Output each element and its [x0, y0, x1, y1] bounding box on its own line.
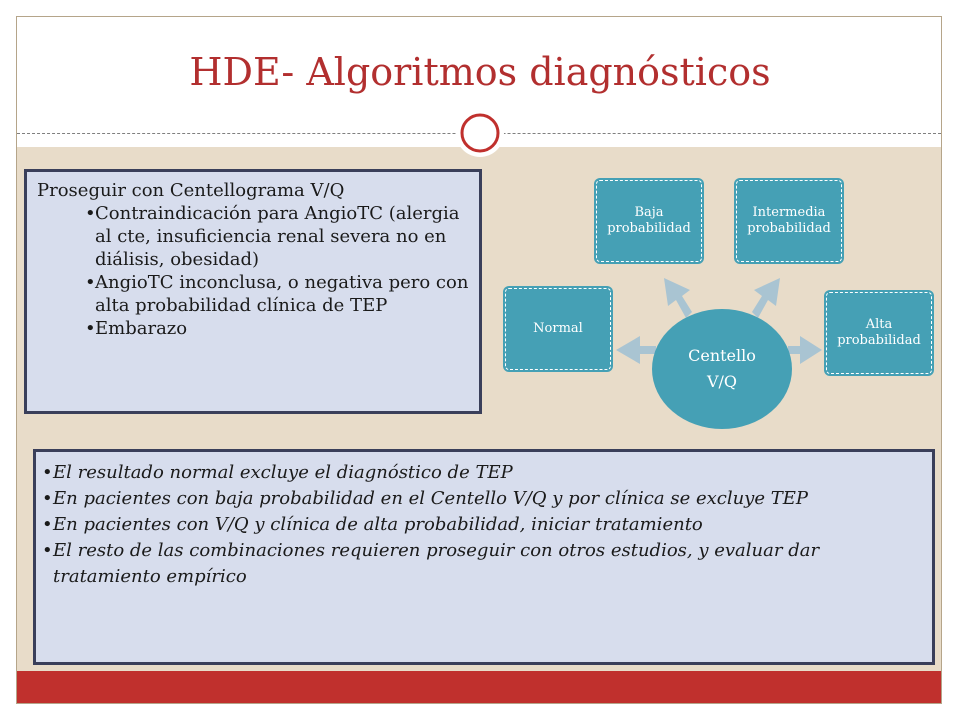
interpretation-list [46, 460, 922, 590]
arrow-to-intermedia [752, 278, 780, 318]
list-item: • En pacientes con V/Q y clínica de alta probabilidad, iniciar tratamiento [46, 512, 922, 538]
node-normal: Normal [503, 286, 613, 372]
list-item: • AngioTC inconclusa, o negativa pero con alta probabilidad clínica de TEP [95, 271, 469, 317]
node-alta-probabilidad: Alta probabilidad [824, 290, 934, 376]
list-item: • El resto de las combinaciones requieren proseguir con otros estudios, y evaluar dar tratamiento empírico [46, 538, 922, 590]
indications-heading: Proseguir con Centellograma V/Q [37, 180, 345, 201]
arrow-to-alta [788, 336, 822, 364]
list-item: • Embarazo [95, 317, 469, 340]
list-item: • Contraindicación para AngioTC (alergia al cte, insuficiencia renal severa no en diálisis, obesidad) [95, 202, 469, 271]
node-intermedia-probabilidad: Intermedia probabilidad [734, 178, 844, 264]
center-node-centello [652, 309, 792, 429]
arrow-to-normal [616, 336, 656, 364]
list-item: • En pacientes con baja probabilidad en el Centello V/Q y por clínica se excluye TEP [46, 486, 922, 512]
interpretation-box [33, 449, 935, 665]
center-label-line1: Centello [688, 346, 756, 365]
arrow-to-baja [664, 278, 692, 318]
node-baja-probabilidad: Baja probabilidad [594, 178, 704, 264]
slide-title: HDE- Algoritmos diagnósticos [189, 50, 771, 94]
center-label-line2: V/Q [706, 372, 738, 391]
list-item: • El resultado normal excluye el diagnóstico de TEP [46, 460, 922, 486]
